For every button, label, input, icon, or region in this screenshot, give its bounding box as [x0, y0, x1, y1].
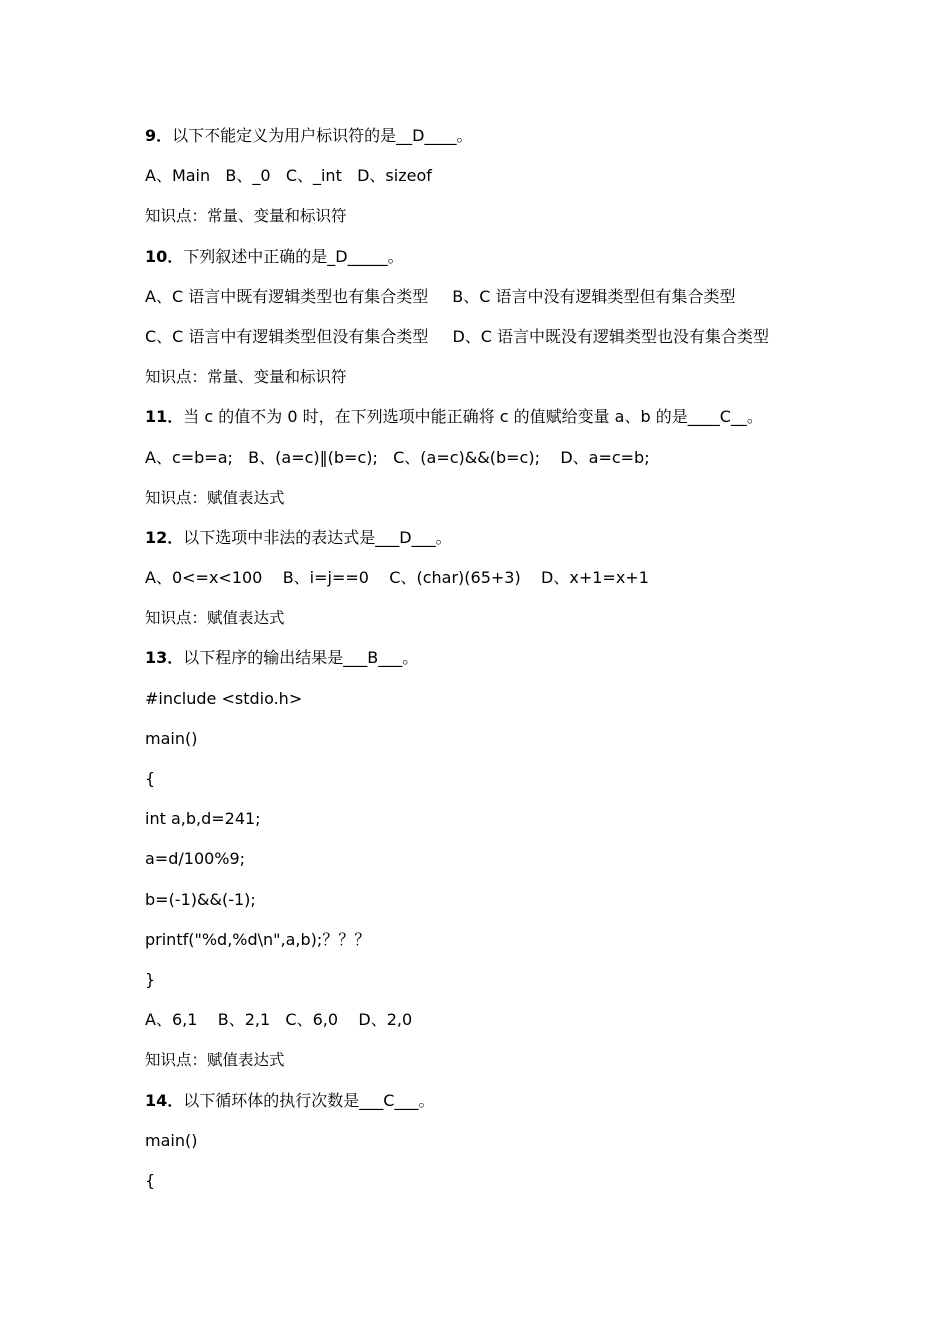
- code-line: b=(-1)&&(-1);: [145, 889, 256, 909]
- option-a: A、C 语言中既有逻辑类型也有集合类型: [145, 286, 429, 306]
- question-13: [145, 638, 865, 678]
- question-10-knowledge-point: 知识点：常量、变量和标识符: [145, 368, 347, 387]
- question-12: [145, 518, 865, 558]
- question-number: 13．: [145, 648, 184, 668]
- question-text: 当 c 的值不为 0 时，在下列选项中能正确将 c 的值赋给变量 a、b 的是____C__。: [183, 407, 763, 427]
- question-9: [145, 116, 865, 156]
- question-text: 以下选项中非法的表达式是___D___。: [183, 527, 452, 547]
- code-line: main(): [145, 1130, 198, 1150]
- question-number: 14．: [145, 1090, 184, 1110]
- code-line: {: [145, 769, 156, 788]
- option-d: D、C 语言中既没有逻辑类型也没有集合类型: [452, 326, 770, 346]
- question-10: [145, 237, 865, 277]
- question-text: 以下不能定义为用户标识符的是__D____。: [172, 126, 473, 145]
- option-c: C、C 语言中有逻辑类型但没有集合类型: [145, 326, 429, 346]
- code-line: main(): [145, 728, 198, 748]
- question-9-options: A、Main B、_0 C、_int D、sizeof: [145, 166, 432, 186]
- question-13-options: A、6,1 B、2,1 C、6,0 D、2,0: [145, 1010, 413, 1030]
- question-12-knowledge-point: 知识点：赋值表达式: [145, 609, 285, 628]
- question-number: 11．: [145, 407, 184, 427]
- question-9-knowledge-point: 知识点：常量、变量和标识符: [145, 207, 347, 226]
- code-line: int a,b,d=241;: [145, 809, 261, 829]
- question-11-options: A、c=b=a; B、(a=c)‖(b=c); C、(a=c)&&(b=c); D、a=c=b;: [145, 447, 650, 467]
- question-text: 以下循环体的执行次数是___C___。: [183, 1090, 435, 1110]
- document-page: [145, 116, 865, 1201]
- question-10-options-row-2: [145, 317, 865, 357]
- code-line: {: [145, 1170, 156, 1190]
- code-line: printf("%d,%d\n",a,b);？？？: [145, 929, 371, 949]
- question-text: 以下程序的输出结果是___B___。: [183, 648, 419, 668]
- question-number: 12．: [145, 527, 184, 547]
- question-14: [145, 1081, 865, 1121]
- question-number: 10．: [145, 246, 184, 266]
- question-12-options: A、0<=x<100 B、i=j==0 C、(char)(65+3) D、x+1=x+1: [145, 568, 649, 588]
- code-line: #include <stdio.h>: [145, 688, 303, 708]
- question-text: 下列叙述中正确的是_D_____。: [183, 246, 404, 266]
- option-b: B、C 语言中没有逻辑类型但有集合类型: [452, 286, 736, 306]
- code-line: }: [145, 969, 156, 989]
- question-11: [145, 397, 865, 437]
- code-line: a=d/100%9;: [145, 849, 246, 869]
- question-11-knowledge-point: 知识点：赋值表达式: [145, 488, 285, 507]
- question-13-knowledge-point: 知识点：赋值表达式: [145, 1051, 285, 1070]
- question-10-options-row-1: [145, 277, 865, 317]
- question-number: 9．: [145, 126, 173, 145]
